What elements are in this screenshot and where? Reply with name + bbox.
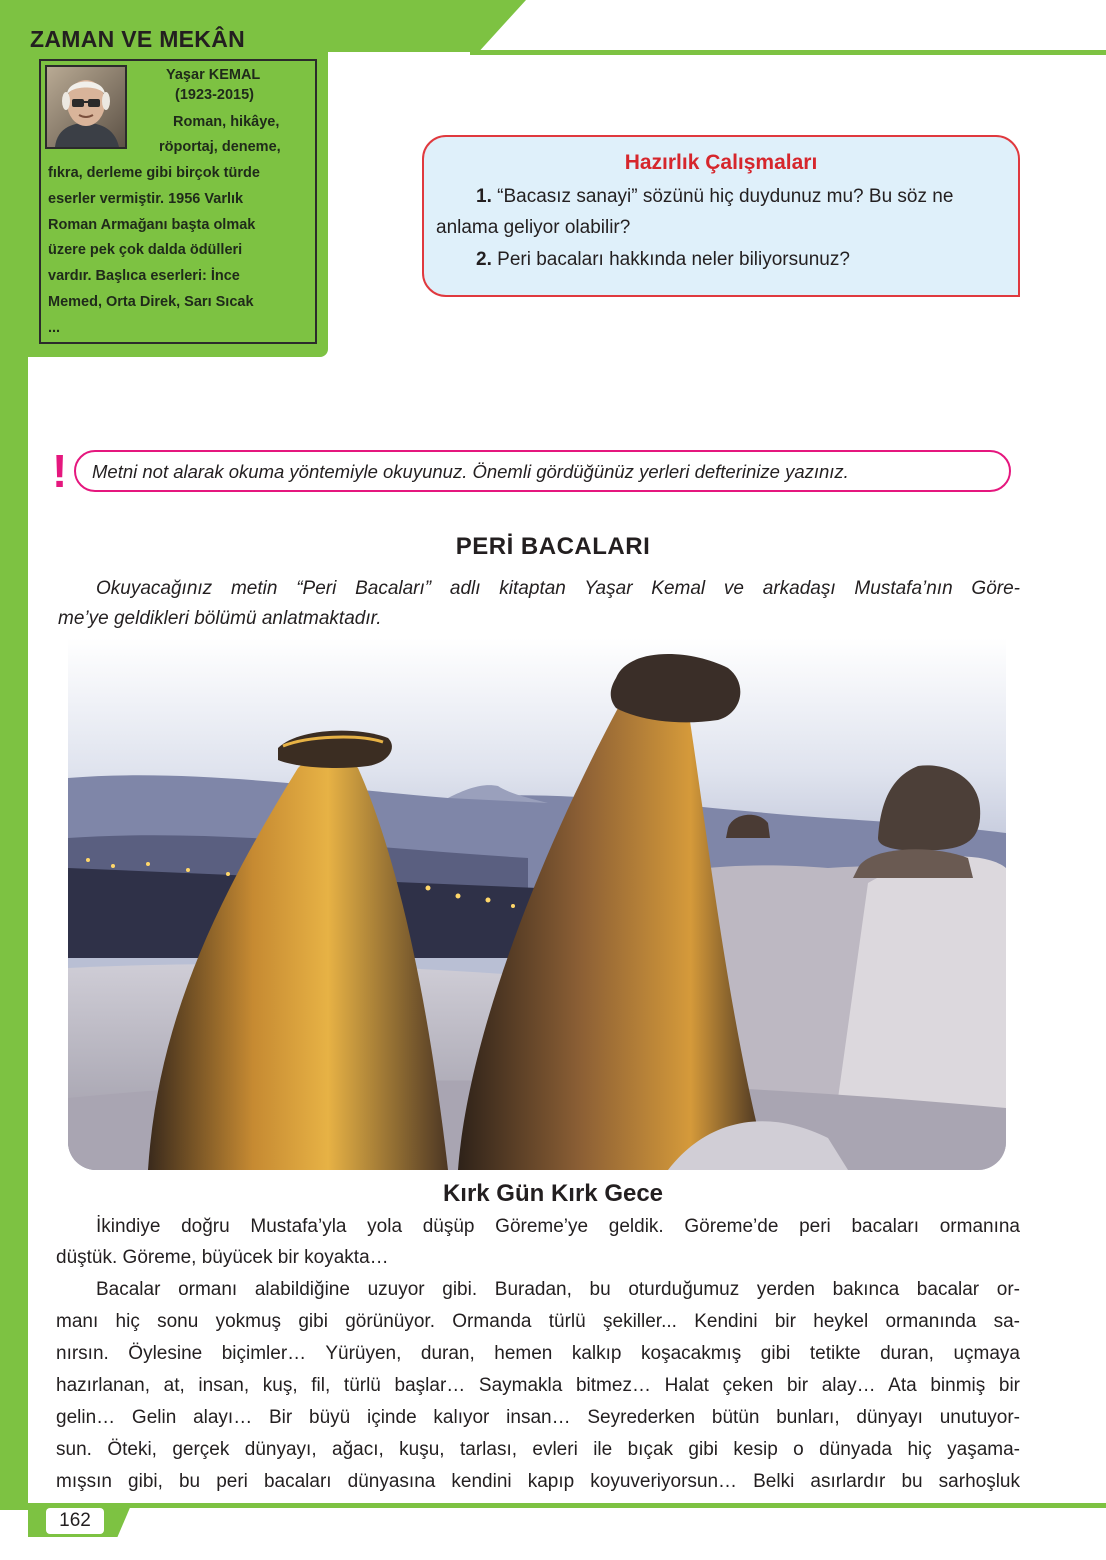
bio-line: üzere pek çok dalda ödülleri	[48, 242, 243, 258]
bio-line: ...	[48, 320, 61, 336]
bio-line: Roman Armağanı başta olmak	[48, 217, 256, 233]
fairy-chimneys-photo	[68, 638, 1006, 1170]
preparation-box	[422, 135, 1020, 297]
body-line: manı hiç sonu yokmuş gibi görünüyor. Ormanda türlü şekiller... Kendini bir heykel ormanında sa-	[56, 1311, 1020, 1332]
author-years: (1923-2015)	[175, 87, 254, 103]
bio-line: vardır. Başlıca eserleri: İnce	[48, 268, 240, 284]
header-rule	[470, 50, 1106, 55]
bio-line: fıkra, derleme gibi birçok türde	[48, 165, 260, 181]
page-number: 162	[46, 1508, 104, 1534]
question-1-text: “Bacasız sanayi” sözünü hiç duydunuz mu? Bu söz ne	[497, 186, 954, 207]
question-1-line-1	[476, 186, 953, 208]
question-1-number: 1.	[476, 186, 492, 207]
body-line: düştük. Göreme, büyücek bir koyakta…	[56, 1247, 389, 1268]
fairy-chimneys-illustration	[68, 638, 1006, 1170]
bio-line: röportaj, deneme,	[159, 139, 281, 155]
body-line: nırsın. Öylesine biçimler… Yürüyen, duran, hemen kalkıp koşacakmış gibi tetikte duran, uçmaya	[56, 1343, 1020, 1364]
intro-line-1: Okuyacağınız metin “Peri Bacaları” adlı kitaptan Yaşar Kemal ve arkadaşı Mustafa’nın Göre-	[96, 578, 1020, 599]
body-line: Bacalar ormanı alabildiğine uzuyor gibi. Buradan, bu oturduğumuz yerden bakınca bacalar or-	[96, 1279, 1020, 1300]
bio-line: eserler vermiştir. 1956 Varlık	[48, 191, 244, 207]
section-title: ZAMAN VE MEKÂN	[30, 26, 246, 52]
body-line: gelin… Gelin alayı… Bir büyü içinde kalıyor insan… Seyrederken bütün bunları, dünyayı unutuyor-	[56, 1407, 1020, 1428]
reading-instruction-text: Metni not alarak okuma yöntemiyle okuyunuz. Önemli gördüğünüz yerleri defterinize yazınız.	[92, 461, 849, 482]
preparation-title: Hazırlık Çalışmaları	[624, 151, 818, 174]
question-1-line-2: anlama geliyor olabilir?	[436, 217, 631, 238]
bio-line: Roman, hikâye,	[173, 114, 280, 130]
body-line: sun. Öteki, gerçek dünyayı, ağacı, kuşu, tarlası, evleri ile bıçak gibi kesip o dünyada hiç yaşama-	[56, 1439, 1020, 1460]
photo-caption: Kırk Gün Kırk Gece	[442, 1180, 664, 1207]
intro-line-2: me’ye geldikleri bölümü anlatmaktadır.	[58, 608, 382, 629]
bio-line: Memed, Orta Direk, Sarı Sıcak	[48, 294, 254, 310]
left-green-bar	[0, 0, 28, 1510]
question-2-number: 2.	[476, 249, 492, 270]
question-2	[476, 249, 850, 271]
author-portrait-image	[47, 67, 125, 147]
body-line: İkindiye doğru Mustafa’yla yola düşüp Göreme’ye geldik. Göreme’de peri bacaları ormanına	[96, 1216, 1020, 1237]
question-2-text: Peri bacaları hakkında neler biliyorsunuz?	[497, 249, 850, 270]
body-line: mışsın gibi, bu peri bacaları dünyasına kendini kapıp koyuveriyorsun… Belki asırlardır bu sarhoşluk	[56, 1471, 1020, 1492]
exclamation-icon: !	[52, 445, 68, 497]
reading-title: PERİ BACALARI	[455, 533, 651, 560]
reading-instruction	[74, 450, 1011, 492]
body-line: hazırlanan, at, insan, kuş, fil, türlü başlar… Saymakla bitmez… Halat çeken bir alay… Ata binmiş bir	[56, 1375, 1020, 1396]
author-portrait	[45, 65, 127, 149]
footer-rule	[0, 1503, 1106, 1508]
author-name: Yaşar KEMAL	[166, 67, 261, 83]
